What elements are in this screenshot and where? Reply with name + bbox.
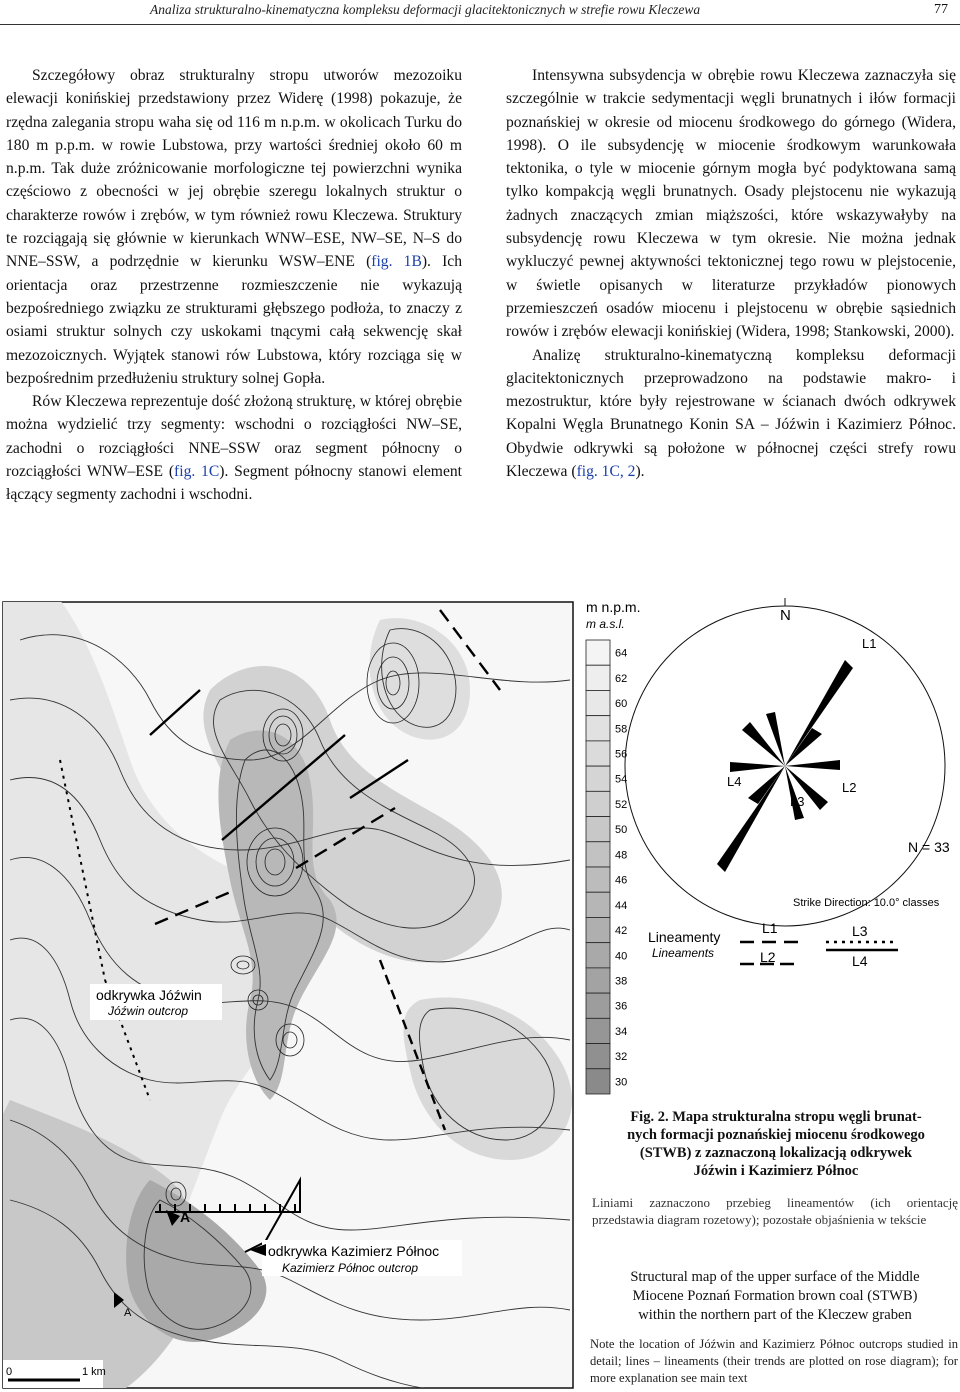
text-column-right: [506, 64, 956, 483]
legend-swatch: [586, 1018, 610, 1043]
legend-value: 32: [615, 1051, 628, 1064]
rose-l4: L4: [727, 774, 742, 789]
paragraph: [506, 64, 956, 344]
paragraph-text: Rów Kleczewa reprezentuje dość złożoną strukturę, w której obrębie można wydzielić trzy segmenty: wschodni o rozciągłości NW–SE, zachodni o rozciągłości NNE–SSW oraz segment północny o rozciągłości WNW–ESE (: [6, 393, 462, 481]
figure-caption-description: Liniami zaznaczono przebieg lineamentów (ich orientację przedstawia diagram rozetowy); pozostałe objaśnienia w tekście: [592, 1195, 958, 1227]
paragraph: [6, 390, 462, 506]
legend-swatch: [586, 993, 610, 1018]
caption-line: Fig. 2. Mapa strukturalna stropu węgli brunat-: [630, 1109, 922, 1125]
legend-value: 58: [615, 723, 628, 736]
elevation-legend: [586, 599, 640, 1094]
caption-en-line: Miocene Poznań Formation brown coal (STWB): [632, 1288, 918, 1304]
rose-count: N = 33: [908, 839, 950, 855]
legend-value: 64: [615, 647, 628, 660]
legend-value: 42: [615, 925, 628, 938]
running-title: Analiza strukturalno-kinematyczna kompleksu deformacji glacitektonicznych w strefie rowu Kleczewa: [150, 2, 701, 17]
lineament-legend-title: Lineamenty: [648, 929, 721, 945]
figure-link[interactable]: fig. 1C: [174, 463, 220, 481]
legend-swatch: [586, 1044, 610, 1069]
text-column-left: [6, 64, 462, 507]
paragraph-text: ).: [635, 463, 645, 481]
legend-value: 50: [615, 824, 628, 837]
legend-swatch: [586, 766, 610, 791]
rose-l3: L3: [790, 794, 805, 809]
scale-zero: 0: [6, 1366, 13, 1378]
rose-diagram: [625, 598, 950, 926]
rose-petals: [717, 660, 853, 872]
legend-swatch: [586, 968, 610, 993]
section-a-label: A: [180, 1209, 191, 1225]
legend-swatch: [586, 741, 610, 766]
section-a-label: A: [124, 1307, 132, 1319]
legend-value: 36: [615, 1000, 628, 1013]
legend-title-en: m a.s.l.: [586, 617, 625, 631]
legend-labels: [615, 648, 627, 1089]
rose-l1: L1: [862, 636, 877, 651]
figure-link[interactable]: fig. 1B: [371, 253, 422, 271]
legend-swatch: [586, 716, 610, 741]
legend-swatch: [586, 640, 610, 665]
paragraph-text: Analizę strukturalno-kinematyczną kompleksu deformacji glacitektonicznych przeprowadzono na podstawie makro- i mezostruktur, które były rejestrowane w ścianach dwóch odkrywek Kopalni Węgla Brunatnego Konin SA – Jóźwin i Kazimierz Północ. Obydwie odkrywki są położone w północnej części strefy rowu Kleczewa (: [506, 346, 956, 481]
figure-caption-en: [592, 1268, 958, 1325]
scale-km: 1 km: [82, 1366, 106, 1378]
legend-swatch: [586, 842, 610, 867]
paragraph-text: ). Ich orientacja oraz przestrzenne rozmieszczenie nie wykazują bezpośredniego związku ze strukturami głębszego podłoża, to znaczy z osiami struktur solnych czy uskokami tnącymi całą sekwencję skał mezozoicznych. Wyjątek stanowi rów Lubstowa, który rozciąga się w bezpośrednim przedłużeniu struktury solnej Gopła.: [6, 253, 463, 387]
legend-value: 38: [615, 975, 628, 988]
legend-value: 62: [615, 672, 628, 685]
jozwin-label-en: Jóźwin outcrop: [108, 1004, 189, 1018]
legend-swatch: [586, 1069, 610, 1094]
paragraph-text: ). Segment północny stanowi element łączący segmenty zachodni i wschodni.: [6, 463, 462, 504]
caption-en-line: Structural map of the upper surface of the Middle: [630, 1269, 920, 1285]
legend-value: 40: [615, 950, 628, 963]
jozwin-label: odkrywka Jóźwin: [96, 987, 202, 1003]
lineament-legend-l3: L3: [852, 923, 868, 939]
figure-caption-title: [594, 1108, 958, 1180]
legend-swatch: [586, 917, 610, 942]
kazimierz-label: odkrywka Kazimierz Północ: [268, 1243, 440, 1259]
legend-swatch: [586, 867, 610, 892]
figure-caption-en-note: Note the location of Jóźwin and Kazimierz Północ outcrops studied in detail; lines – lineaments (their trends are plotted on rose diagram); for more explanation see main text: [590, 1337, 958, 1385]
legend-value: 56: [615, 748, 628, 761]
legend-swatch: [586, 665, 610, 690]
legend-title: m n.p.m.: [586, 599, 641, 615]
legend-value: 44: [615, 899, 628, 912]
legend-swatch: [586, 791, 610, 816]
paragraph-text: Intensywna subsydencja w obrębie rowu Kleczewa zaznaczyła się szczególnie w trakcie sedymentacji węgli brunatnych i iłów formacji poznańskiej w okresie od miocenu środkowego do górnego (Widera, 1998). O ile subsydencję w miocenie środkowym warunkowała tektonika, o tyle w miocenie górnym mogła być podyktowana samą tylko kompakcją węgli brunatnych. Osady plejstocenu nie wykazują żadnych znaczących zmian miąższości, które wskazywałyby na subsydencję rowu Kleczewa w tym okresie. Nie można jednak wykluczyć pewnej aktywności tektonicznej tego rowu w plejstocenie, w świetle opisanych w literaturze przykładów pionowych przemieszczeń osadów miocenu i plejstocenu w obrębie sąsiednich rowów i zrębów elewacji konińskiej (Widera, 1998; Stankowski, 2000).: [506, 67, 956, 341]
legend-value: 46: [615, 874, 628, 887]
rose-north: N: [780, 607, 791, 624]
legend-swatch: [586, 943, 610, 968]
structural-map: [0, 600, 573, 1392]
legend-swatch: [586, 892, 610, 917]
caption-en-line: within the northern part of the Kleczew graben: [638, 1307, 912, 1323]
legend-value: 48: [615, 849, 628, 862]
legend-value: 54: [615, 773, 628, 786]
legend-value: 52: [615, 798, 628, 811]
legend-swatch: [586, 817, 610, 842]
legend-value: 30: [615, 1076, 628, 1089]
kazimierz-label-en: Kazimierz Północ outcrop: [282, 1261, 419, 1275]
rose-l2: L2: [842, 780, 857, 795]
caption-line: (STWB) z zaznaczoną lokalizacją odkrywek: [639, 1145, 913, 1161]
lineament-legend-l4: L4: [852, 953, 868, 969]
page-number: 77: [934, 2, 948, 17]
figure-link[interactable]: fig. 1C, 2: [576, 463, 636, 481]
lineament-legend-l1: L1: [762, 920, 778, 936]
lineament-legend-title-en: Lineaments: [652, 946, 715, 960]
paragraph-text: Szczegółowy obraz strukturalny stropu utworów mezozoiku elewacji konińskiej przedstawiony przez Widerę (1998) pokazuje, że rzędna zalegania stropu waha się od 116 m n.p.m. w okolicach Turku do 180 m p.p.m. w rowie Lubstowa, przy wartości średniej około 60 m n.p.m. Tak duże zróżnicowanie morfologiczne tej powierzchni wynika częściowo z obecności w jej obrębie szeregu lokalnych struktur o charakterze rowów i zrębów, w tym również rowu Kleczewa. Struktury te rozciągają się głównie w kierunkach WNW–ESE, NW–SE, N–S do NNE–SSW, a podrzędnie w kierunku WSW–ENE (: [6, 67, 462, 271]
lineament-legend-l2: L2: [760, 949, 776, 965]
running-header: [0, 0, 960, 25]
paragraph: [6, 64, 462, 390]
caption-line: nych formacji poznańskiej miocenu środkowego: [627, 1127, 925, 1143]
paragraph: [506, 344, 956, 484]
legend-swatch: [586, 690, 610, 715]
caption-line: Jóźwin i Kazimierz Północ: [693, 1163, 859, 1179]
rose-strike-direction: Strike Direction: 10.0° classes: [793, 897, 940, 909]
legend-value: 34: [615, 1025, 628, 1038]
lineament-legend: [648, 920, 898, 969]
legend-swatches: [586, 640, 610, 1094]
legend-value: 60: [615, 698, 628, 711]
